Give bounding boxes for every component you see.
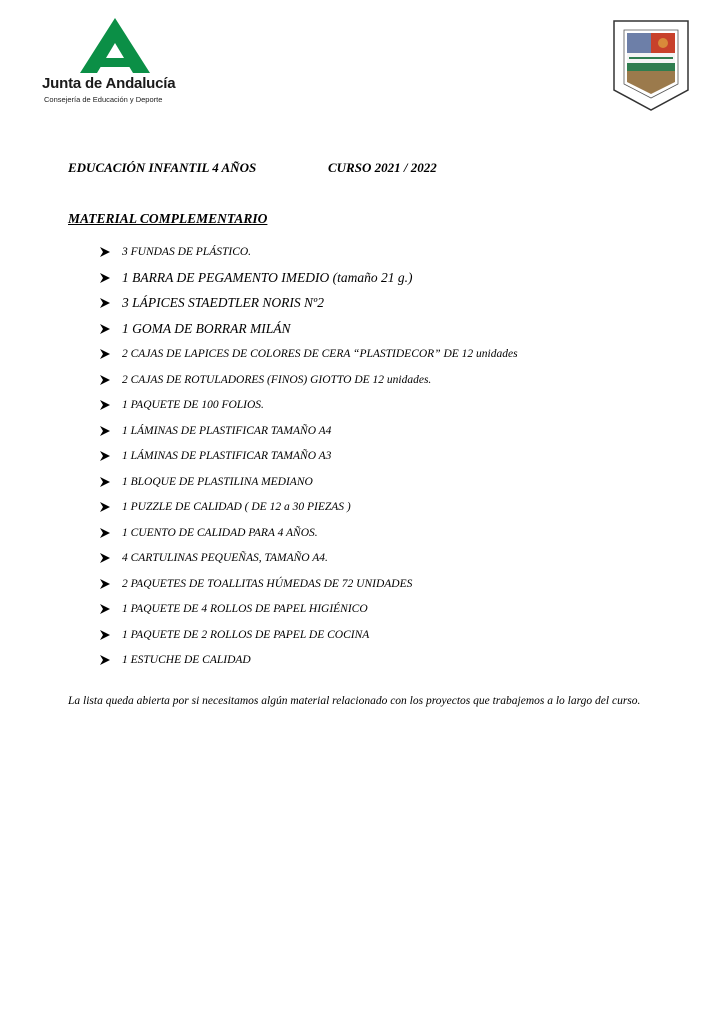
list-item: 1 BARRA DE PEGAMENTO IMEDIO (tamaño 21 g.) <box>0 270 518 296</box>
arrow-bullet-icon <box>100 375 110 385</box>
org-subtitle: Consejería de Educación y Deporte <box>44 95 163 104</box>
list-item: 2 CAJAS DE ROTULADORES (FINOS) GIOTTO DE 12 unidades. <box>0 372 518 398</box>
crest-shield-icon <box>611 18 691 113</box>
list-item: 3 FUNDAS DE PLÁSTICO. <box>0 244 518 270</box>
list-item: 1 PAQUETE DE 2 ROLLOS DE PAPEL DE COCINA <box>0 627 518 653</box>
list-item: 4 CARTULINAS PEQUEÑAS, TAMAÑO A4. <box>0 550 518 576</box>
arrow-bullet-icon <box>100 528 110 538</box>
list-item: 1 LÁMINAS DE PLASTIFICAR TAMAÑO A3 <box>0 448 518 474</box>
list-item: 1 BLOQUE DE PLASTILINA MEDIANO <box>0 474 518 500</box>
list-item: 1 ESTUCHE DE CALIDAD <box>0 652 518 678</box>
org-name: Junta de Andalucía <box>42 75 176 92</box>
list-item: 1 LÁMINAS DE PLASTIFICAR TAMAÑO A4 <box>0 423 518 449</box>
list-item: 1 GOMA DE BORRAR MILÁN <box>0 321 518 347</box>
list-item: 1 PAQUETE DE 4 ROLLOS DE PAPEL HIGIÉNICO <box>0 601 518 627</box>
list-item: 1 PUZZLE DE CALIDAD ( DE 12 a 30 PIEZAS ) <box>0 499 518 525</box>
arrow-bullet-icon <box>100 477 110 487</box>
course-title: CURSO 2021 / 2022 <box>328 160 437 175</box>
arrow-bullet-icon <box>100 426 110 436</box>
arrow-bullet-icon <box>100 553 110 563</box>
arrow-bullet-icon <box>100 502 110 512</box>
arrow-bullet-icon <box>100 349 110 359</box>
list-item: 3 LÁPICES STAEDTLER NORIS Nº2 <box>0 295 518 321</box>
list-item: 1 PAQUETE DE 100 FOLIOS. <box>0 397 518 423</box>
school-crest <box>611 18 691 113</box>
arrow-bullet-icon <box>100 400 110 410</box>
level-title: EDUCACIÓN INFANTIL 4 AÑOS <box>68 160 257 175</box>
list-item: 2 CAJAS DE LAPICES DE COLORES DE CERA “PLASTIDECOR” DE 12 unidades <box>0 346 518 372</box>
arrow-bullet-icon <box>100 579 110 589</box>
list-item: 2 PAQUETES DE TOALLITAS HÚMEDAS DE 72 UNIDADES <box>0 576 518 602</box>
list-item: 1 CUENTO DE CALIDAD PARA 4 AÑOS. <box>0 525 518 551</box>
junta-logo <box>42 18 192 108</box>
arrow-bullet-icon <box>100 451 110 461</box>
material-list <box>0 244 518 678</box>
arrow-bullet-icon <box>100 247 110 257</box>
section-title: MATERIAL COMPLEMENTARIO <box>68 211 268 226</box>
closing-note: La lista queda abierta por si necesitamos algún material relacionado con los proyectos que trabajemos a lo largo del curso. <box>68 695 641 707</box>
arrow-bullet-icon <box>100 324 110 334</box>
arrow-bullet-icon <box>100 298 110 308</box>
junta-a-icon <box>80 18 150 73</box>
arrow-bullet-icon <box>100 655 110 665</box>
arrow-bullet-icon <box>100 630 110 640</box>
arrow-bullet-icon <box>100 273 110 283</box>
arrow-bullet-icon <box>100 604 110 614</box>
page-heading <box>68 160 437 176</box>
